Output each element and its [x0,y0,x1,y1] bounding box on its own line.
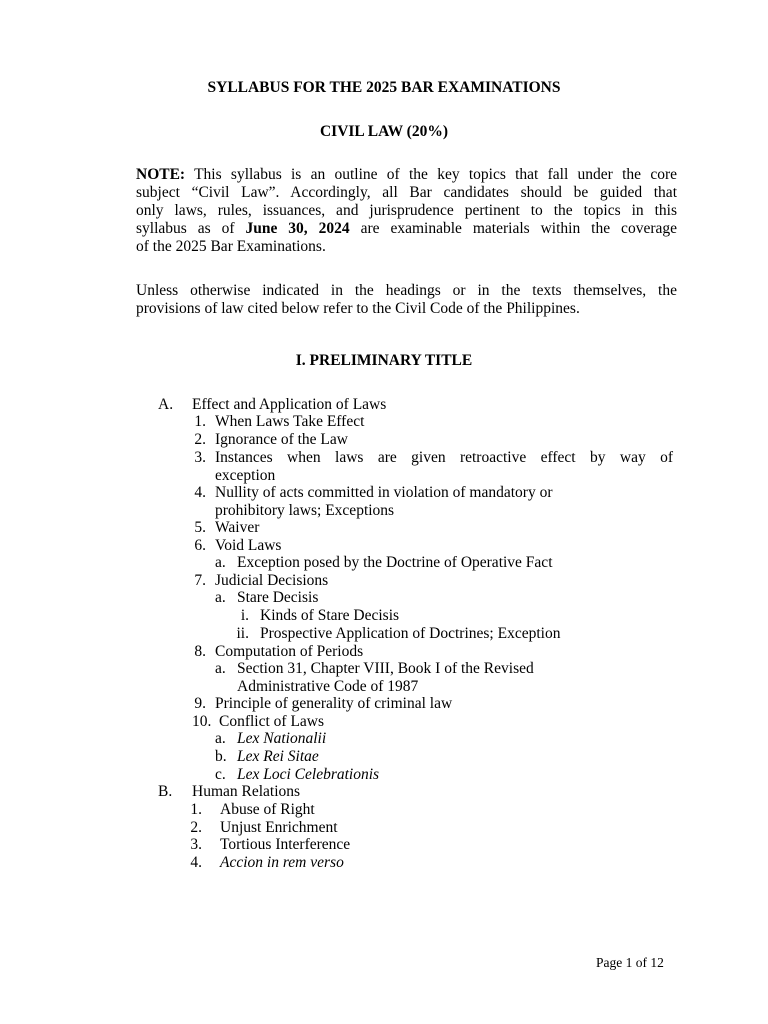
sub-item-label: b. [215,748,227,765]
roman-item-label: i. [240,607,249,624]
outline-title-b: Human Relations [192,783,301,800]
outline-label-a: A. [158,396,174,413]
list-item: Computation of Periods [215,643,364,660]
document-subtitle: CIVIL LAW (20%) [319,123,449,140]
list-item-label: 4. [194,484,206,501]
list-item-label: 9. [194,695,206,712]
document-title: SYLLABUS FOR THE 2025 BAR EXAMINATIONS [207,79,561,96]
list-item: Tortious Interference [220,836,351,853]
note-line-1: NOTE: This syllabus is an outline of the key topics that fall under the core [136,166,677,183]
sub-item: Lex Loci Celebrationis [237,766,380,783]
sub-item-label: a. [215,660,226,677]
list-item: Instances when laws are given retroactive effect by way of [215,449,673,466]
roman-item-label: ii. [236,625,249,642]
outline-label-b: B. [158,783,173,800]
sub-item: Lex Rei Sitae [237,748,319,765]
sub-item: Stare Decisis [237,589,319,606]
list-item-label: 10. [192,713,212,730]
list-item-continuation: prohibitory laws; Exceptions [215,502,395,519]
list-item-label: 1. [194,413,206,430]
list-item-label: 1. [190,801,202,818]
note-line-4: syllabus as of June 30, 2024 are examinable materials within the coverage [136,220,677,237]
provision-line-1: Unless otherwise indicated in the headings or in the texts themselves, the [136,282,677,299]
sub-item-label: a. [215,730,226,747]
sub-item-label: c. [215,766,226,783]
sub-item: Section 31, Chapter VIII, Book I of the Revised [237,660,534,677]
list-item: When Laws Take Effect [215,413,365,430]
sub-item: Lex Nationalii [237,730,327,747]
list-item: Conflict of Laws [219,713,325,730]
list-item-continuation: exception [215,467,276,484]
page-number: Page 1 of 12 [596,955,664,970]
list-item-label: 8. [194,643,206,660]
provision-line-2: provisions of law cited below refer to the Civil Code of the Philippines. [136,300,580,317]
sub-item: Exception posed by the Doctrine of Operative Fact [237,554,553,571]
note-line-5: of the 2025 Bar Examinations. [136,238,326,255]
list-item: Abuse of Right [220,801,315,818]
note-label: NOTE: [136,166,186,183]
list-item-label: 2. [190,819,202,836]
list-item: Judicial Decisions [215,572,329,589]
list-item-label: 3. [190,836,202,853]
sub-item-label: a. [215,554,226,571]
sub-item-continuation: Administrative Code of 1987 [237,678,419,695]
list-item: Ignorance of the Law [215,431,348,448]
note-paragraph [136,166,677,256]
list-item-label: 2. [194,431,206,448]
list-item-label: 5. [194,519,206,536]
roman-item: Prospective Application of Doctrines; Exception [260,625,561,642]
list-item: Void Laws [215,537,282,554]
section-heading: I. PRELIMINARY TITLE [295,352,473,369]
list-item: Accion in rem verso [220,854,344,871]
list-item-label: 4. [190,854,202,871]
roman-item: Kinds of Stare Decisis [260,607,400,624]
note-line-3: only laws, rules, issuances, and jurisprudence pertinent to the topics in this [136,202,677,219]
list-item-label: 7. [194,572,206,589]
list-item-label: 6. [194,537,206,554]
outline-title-a: Effect and Application of Laws [192,396,387,413]
note-date: June 30, 2024 [245,220,350,237]
provision-paragraph [136,282,677,318]
sub-item-label: a. [215,589,226,606]
list-item: Unjust Enrichment [220,819,338,836]
list-item-label: 3. [194,449,206,466]
list-item: Nullity of acts committed in violation of mandatory or [215,484,553,501]
list-item: Principle of generality of criminal law [215,695,453,712]
list-item: Waiver [215,519,260,536]
note-line-2: subject “Civil Law”. Accordingly, all Bar candidates should be guided that [136,184,677,201]
